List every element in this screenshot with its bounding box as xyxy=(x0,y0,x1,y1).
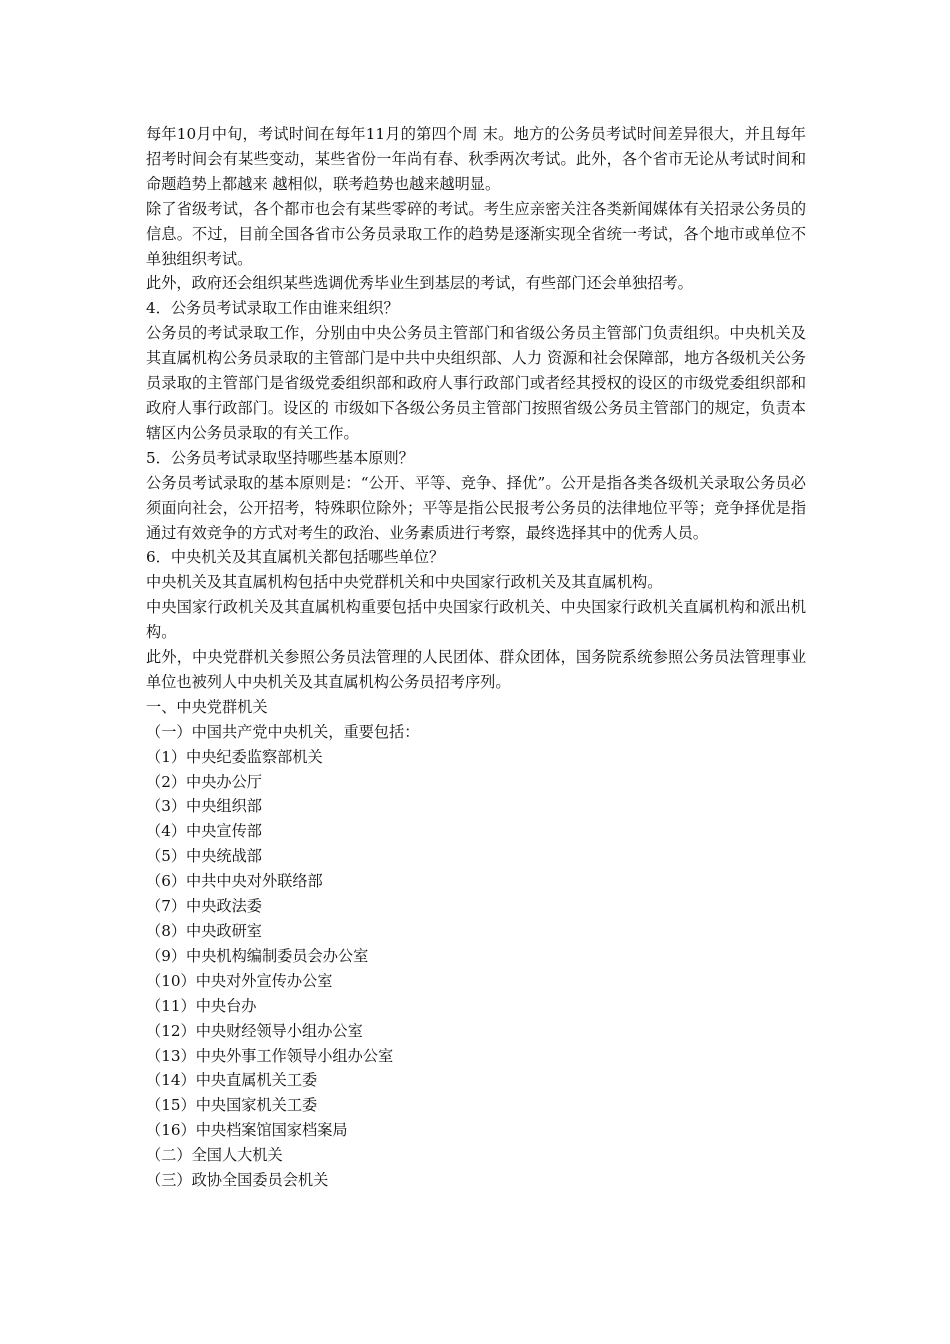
section-heading: 4．公务员考试录取工作由谁来组织？ xyxy=(146,299,399,318)
paragraph: 公务员的考试录取工作，分别由中央公务员主管部门和省级公务员主管部门负责组织。中央机关及其直属机构公务员录取的主管部门是中共中央组织部、人力 资源和社会保障部，地方各级机关公务员录取的主管部门是省级党委组织部和政府人事行政部门或者经其授权的设区的市级党委组织部和政府人事行政部门。设区的 市级如下各级公务员主管部门按照省级公务员主管部门的规定，负责本辖区内公务员录取的有关工作。 xyxy=(146,324,806,442)
list-item: （12）中央财经领导小组办公室 xyxy=(146,1021,363,1040)
list-item: （9）中央机构编制委员会办公室 xyxy=(146,946,369,965)
list-subheading: （一）中国共产党中央机关，重要包括： xyxy=(146,722,420,741)
list-item: （5）中央统战部 xyxy=(146,847,262,866)
list-item: （4）中央宣传部 xyxy=(146,822,262,841)
section-heading: 6．中央机关及其直属机关都包括哪些单位？ xyxy=(146,548,445,567)
list-item: （3）中央组织部 xyxy=(146,797,262,816)
paragraph: 此外，政府还会组织某些选调优秀毕业生到基层的考试，有些部门还会单独招考。 xyxy=(146,274,693,293)
paragraph: 每年10月中旬，考试时间在每年11月的第四个周 末。地方的公务员考试时间差异很大，并且每年招考时间会有某些变动，某些省份一年尚有春、秋季两次考试。此外，各个省市无论从考试时间和命题趋势上都越来 越相似，联考趋势也越来越明显。 xyxy=(146,125,806,193)
list-heading: 一、中央党群机关 xyxy=(146,697,268,716)
list-subheading: （三）政协全国委员会机关 xyxy=(146,1171,329,1190)
list-item: （14）中央直属机关工委 xyxy=(146,1071,318,1090)
list-item: （2）中央办公厅 xyxy=(146,772,262,791)
list-item: （15）中央国家机关工委 xyxy=(146,1096,318,1115)
document-body xyxy=(146,122,806,1193)
list-item: （1）中央纪委监察部机关 xyxy=(146,747,323,766)
list-item: （11）中央台办 xyxy=(146,996,257,1015)
paragraph: 此外，中央党群机关参照公务员法管理的人民团体、群众团体，国务院系统参照公务员法管理事业单位也被列人中央机关及其直属机构公务员招考序列。 xyxy=(146,648,806,691)
list-item: （13）中央外事工作领导小组办公室 xyxy=(146,1046,394,1065)
section-heading: 5．公务员考试录取坚持哪些基本原则？ xyxy=(146,448,414,467)
paragraph: 中央国家行政机关及其直属机构重要包括中央国家行政机关、中央国家行政机关直属机构和派出机构。 xyxy=(146,598,806,642)
list-item: （7）中央政法委 xyxy=(146,897,262,916)
list-item: （16）中央档案馆国家档案局 xyxy=(146,1121,348,1140)
paragraph: 公务员考试录取的基本原则是：“公开、平等、竞争、择优”。公开是指各类各级机关录取公务员必须面向社会，公开招考，特殊职位除外；平等是指公民报考公务员的法律地位平等；竞争择优是指通过有效竞争的方式对考生的政治、业务素质进行考察，最终选择其中的优秀人员。 xyxy=(146,473,806,542)
list-subheading: （二）全国人大机关 xyxy=(146,1146,283,1165)
list-item: （6）中共中央对外联络部 xyxy=(146,872,323,891)
paragraph: 除了省级考试，各个都市也会有某些零碎的考试。考生应亲密关注各类新闻媒体有关招录公务员的信息。不过，目前全国各省市公务员录取工作的趋势是逐渐实现全省统一考试，各个地市或单位不单独组织考试。 xyxy=(146,199,806,268)
list-item: （8）中央政研室 xyxy=(146,922,262,940)
list-item: （10）中央对外宣传办公室 xyxy=(146,971,333,990)
paragraph: 中央机关及其直属机构包括中央党群机关和中央国家行政机关及其直属机构。 xyxy=(146,573,663,592)
